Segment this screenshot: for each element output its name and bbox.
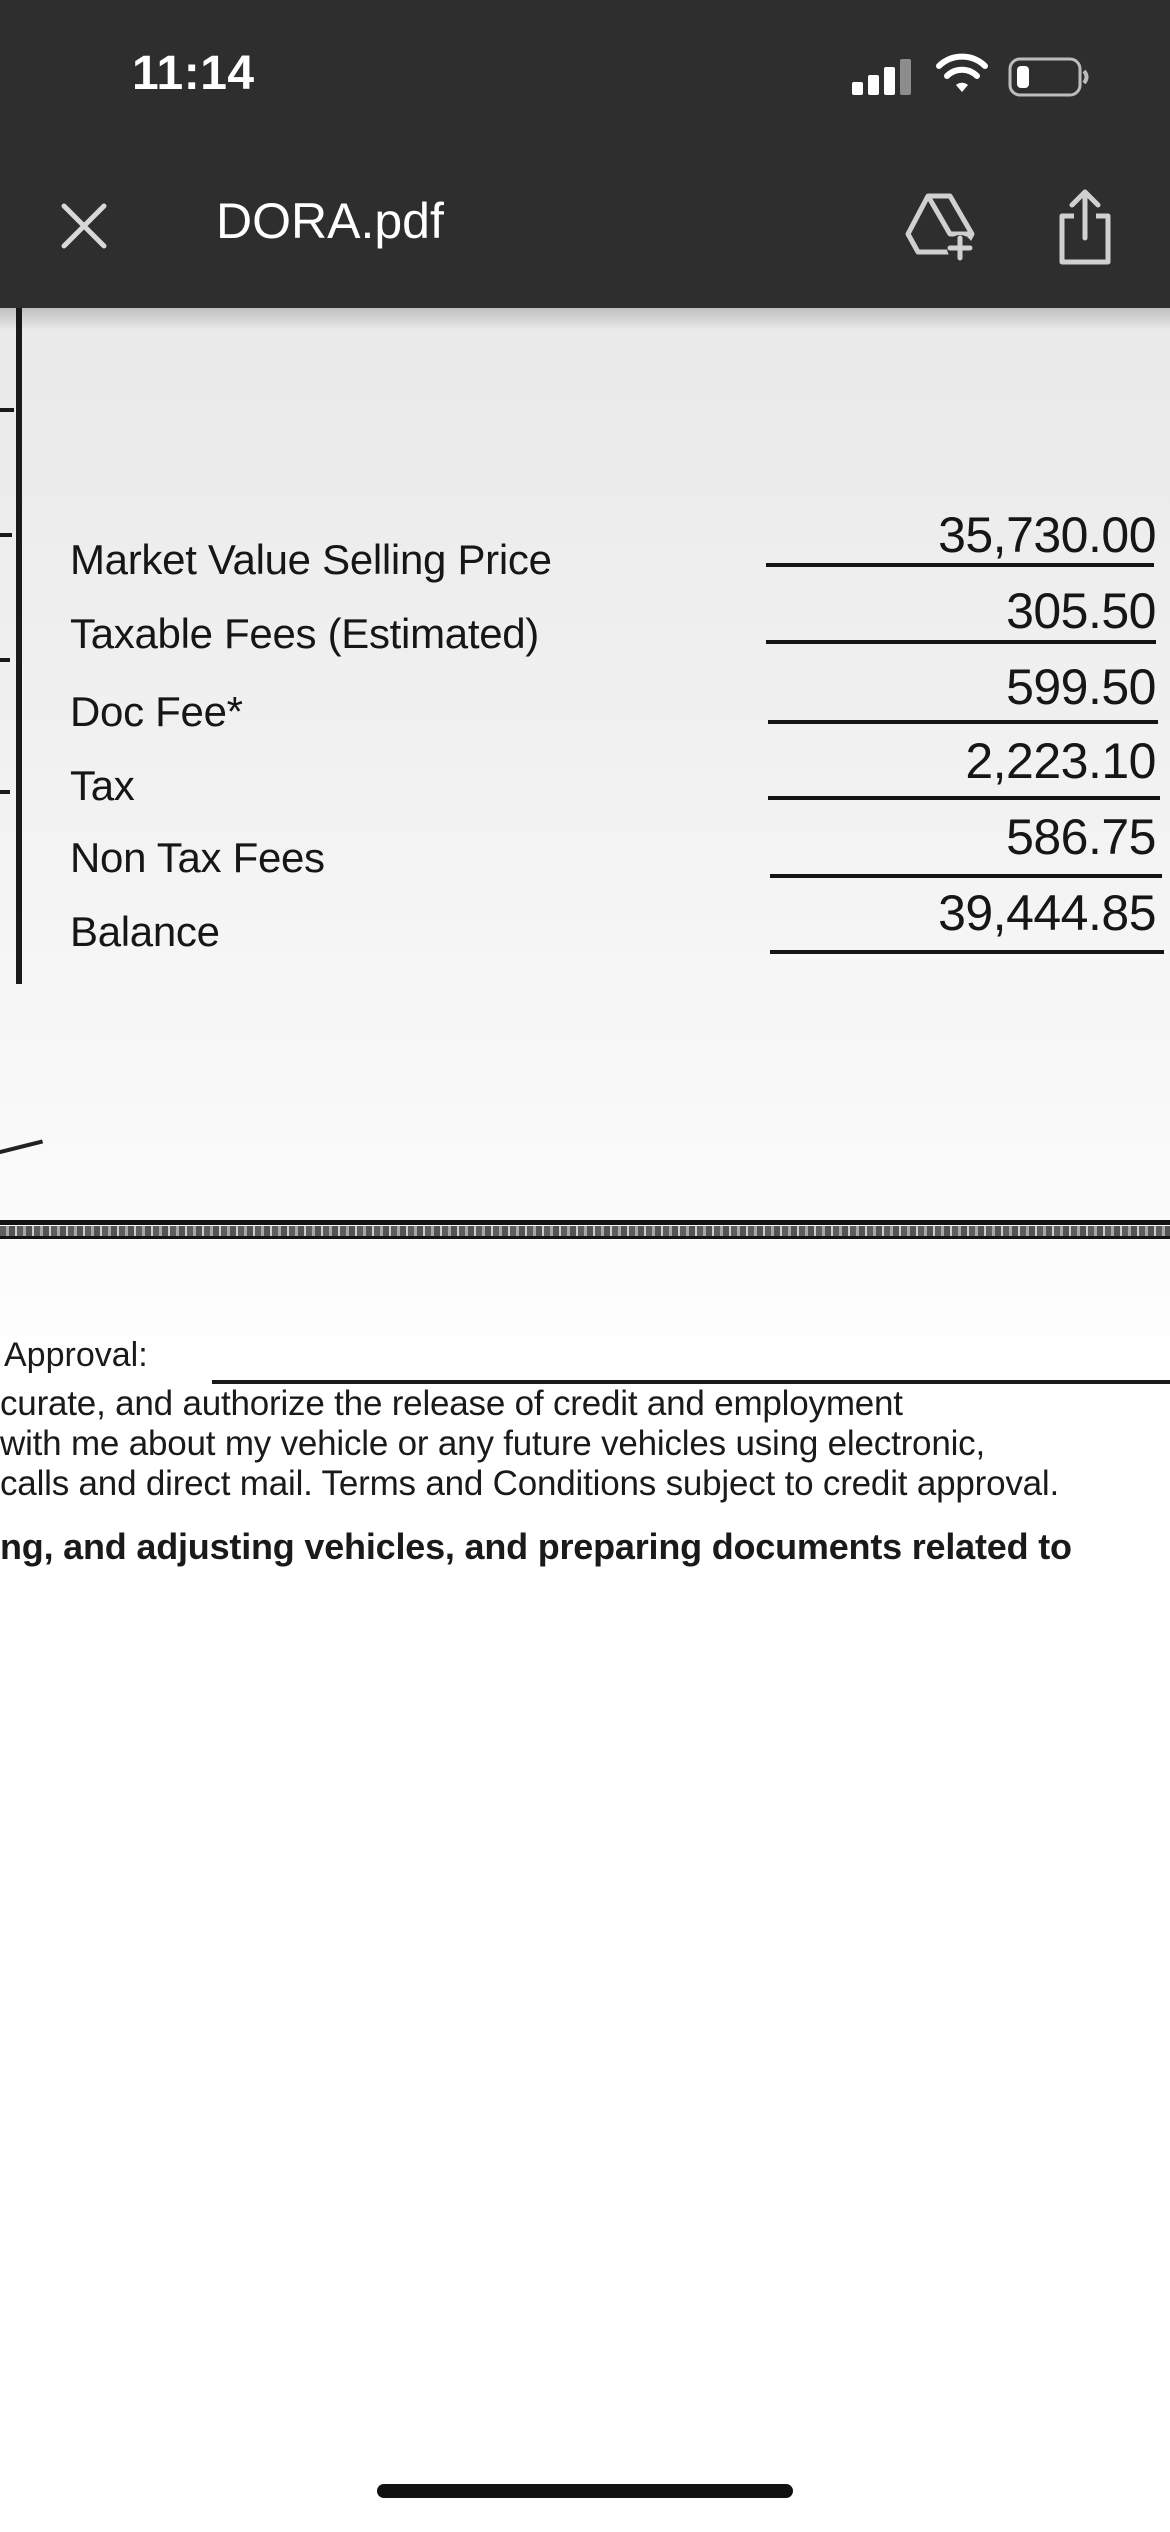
value-underline (766, 563, 1154, 567)
toolbar-shadow (0, 308, 1170, 330)
row-label-balance: Balance (70, 908, 220, 955)
value-underline (766, 640, 1156, 644)
section-divider (0, 1220, 1170, 1225)
form-border-tick (0, 790, 10, 794)
row-value-market-value: 35,730.00 (938, 507, 1156, 563)
terms-line: curate, and authorize the release of credit and employment (0, 1384, 903, 1423)
row-label-taxable-fees: Taxable Fees (Estimated) (70, 610, 539, 657)
cellular-signal-icon (852, 57, 912, 95)
row-value-doc-fee: 599.50 (1006, 659, 1156, 715)
app-toolbar (0, 0, 1170, 308)
row-value-tax: 2,223.10 (965, 733, 1156, 789)
add-to-drive-icon[interactable] (900, 188, 980, 266)
battery-icon (1008, 56, 1090, 98)
section-divider (0, 1236, 1170, 1239)
row-value-balance: 39,444.85 (938, 885, 1156, 941)
value-underline (768, 720, 1158, 724)
row-label-tax: Tax (70, 762, 135, 809)
value-underline (768, 796, 1160, 800)
home-indicator[interactable] (377, 2484, 793, 2498)
status-time: 11:14 (132, 47, 255, 100)
document-title: DORA.pdf (216, 193, 444, 249)
row-value-non-tax-fees: 586.75 (1006, 809, 1156, 865)
value-underline (770, 874, 1162, 878)
disclosure-bold-line: ng, and adjusting vehicles, and preparing documents related to (0, 1526, 1072, 1567)
terms-line: with me about my vehicle or any future vehicles using electronic, (0, 1424, 985, 1463)
wifi-icon (935, 52, 989, 96)
row-label-market-value: Market Value Selling Price (70, 536, 552, 583)
row-label-doc-fee: Doc Fee* (70, 688, 243, 735)
value-underline (770, 950, 1164, 954)
form-border (16, 308, 22, 984)
terms-line: calls and direct mail. Terms and Conditions subject to credit approval. (0, 1464, 1060, 1503)
row-label-non-tax-fees: Non Tax Fees (70, 834, 325, 881)
row-value-taxable-fees: 305.50 (1006, 583, 1156, 639)
document-page[interactable] (0, 308, 1170, 2532)
form-border-tick (0, 533, 12, 537)
share-icon[interactable] (1050, 186, 1120, 268)
approval-label: Approval: (4, 1336, 148, 1374)
close-icon[interactable] (48, 190, 120, 262)
section-divider-scan-noise (0, 1226, 1170, 1236)
form-border-tick (0, 408, 14, 412)
form-border-tick (0, 658, 10, 662)
